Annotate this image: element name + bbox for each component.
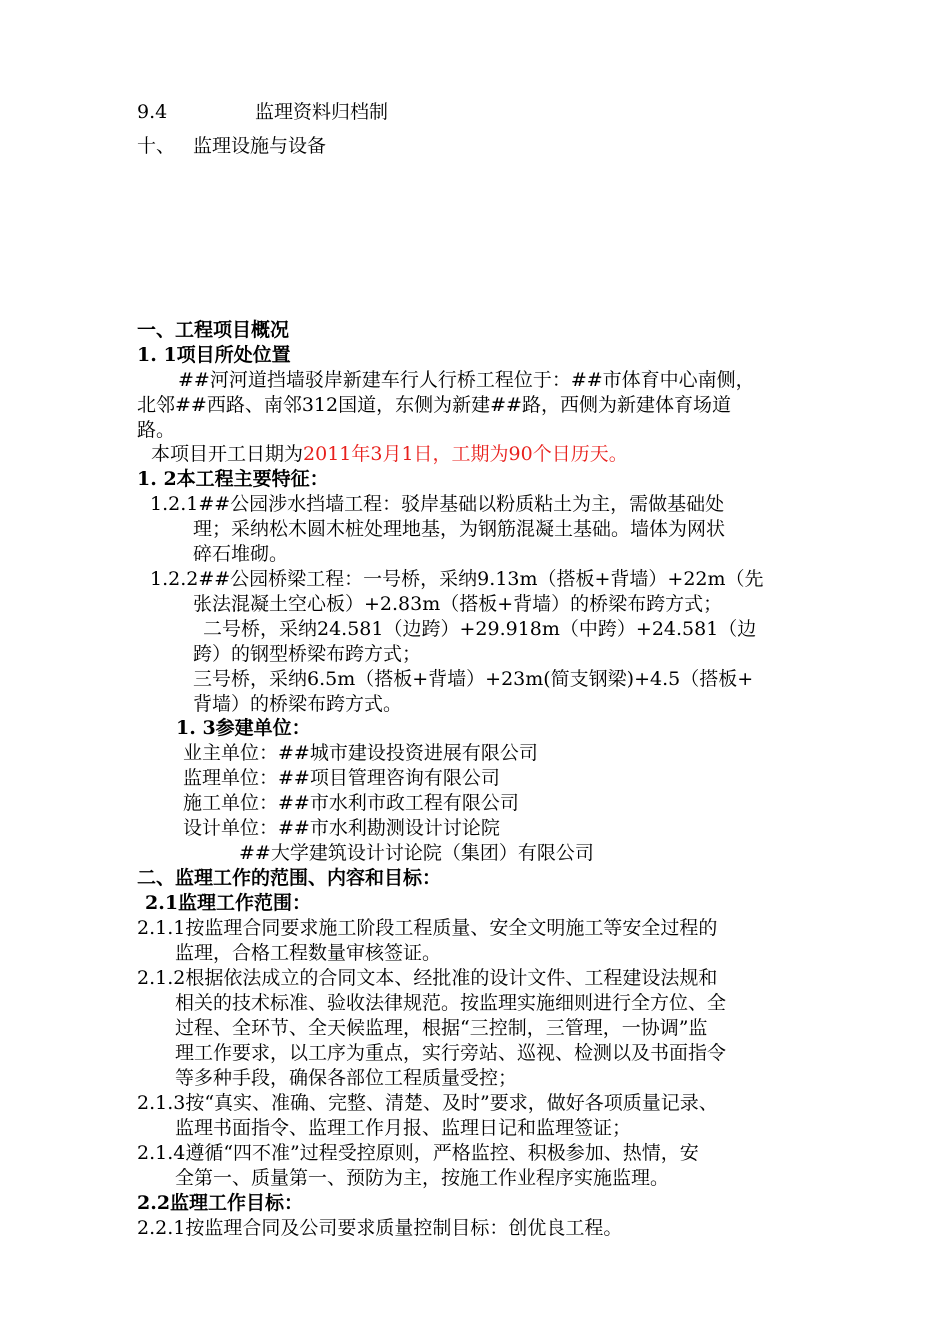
- list-item-line: 2.1.4遵循“四不准”过程受控原则，严格监控、积极参加、热情，安: [137, 1142, 699, 1164]
- list-item-line: 全第一、质量第一、预防为主，按施工作业程序实施监理。: [175, 1167, 670, 1189]
- list-item-line: 2.2.1按监理合同及公司要求质量控制目标：创优良工程。: [137, 1217, 623, 1239]
- paragraph-line: 北邻##西路、南邻312国道，东侧为新建##路，西侧为新建体育场道: [137, 394, 731, 416]
- section-2-heading: 二、监理工作的范围、内容和目标：: [137, 867, 442, 889]
- section-1-1-heading: 1. 1项目所处位置: [137, 344, 291, 366]
- list-item-line: 2.1.1按监理合同要求施工阶段工程质量、安全文明施工等安全过程的: [137, 917, 718, 939]
- unit-line: 监理单位：##项目管理咨询有限公司: [183, 767, 500, 789]
- list-item-line: 过程、全环节、全天候监理，根据“三控制，三管理，一协调”监: [175, 1017, 708, 1039]
- list-item-line: 监理书面指令、监理工作月报、监理日记和监理签证；: [175, 1117, 632, 1139]
- list-item-line: 2.1.2根据依法成立的合同文本、经批准的设计文件、工程建设法规和: [137, 967, 718, 989]
- list-item-line: 1.2.1##公园涉水挡墙工程：驳岸基础以粉质粘土为主，需做基础处: [150, 493, 725, 515]
- unit-line: 施工单位：##市水利市政工程有限公司: [183, 792, 519, 814]
- start-date-highlight: 2011年3月1日，工期为90个日历天。: [303, 443, 628, 465]
- toc-item-9-4: [137, 100, 388, 124]
- list-item-line: 背墙）的桥梁布跨方式。: [193, 693, 403, 715]
- list-item-line: 理；采纳松木圆木桩处理地基，为钢筋混凝土基础。墙体为网状: [193, 518, 726, 540]
- list-item-line: 张法混凝土空心板）+2.83m（搭板+背墙）的桥梁布跨方式；: [193, 593, 723, 615]
- start-date-prefix: 本项目开工日期为: [151, 443, 304, 465]
- section-1-3-heading: 1. 3参建单位：: [176, 717, 311, 739]
- unit-line: ##大学建筑设计讨论院（集团）有限公司: [239, 842, 594, 864]
- section-2-2-heading: 2.2监理工作目标：: [137, 1192, 304, 1214]
- list-item-line: 监理，合格工程数量审核签证。: [175, 942, 442, 964]
- list-item-line: 相关的技术标准、验收法律规范。按监理实施细则进行全方位、全: [175, 992, 727, 1014]
- section-1-heading: 一、工程项目概况: [137, 319, 290, 341]
- list-item-line: 等多种手段，确保各部位工程质量受控；: [175, 1067, 518, 1089]
- list-item-line: 理工作要求，以工序为重点，实行旁站、巡视、检测以及书面指令: [175, 1042, 727, 1064]
- toc-number: 9.4: [137, 101, 168, 123]
- start-date-line: [151, 442, 628, 466]
- section-2-1-heading: 2.1监理工作范围：: [145, 892, 312, 914]
- list-item-line: 碎石堆砌。: [193, 543, 289, 565]
- unit-line: 设计单位：##市水利勘测设计讨论院: [183, 817, 500, 839]
- toc-title: 监理资料归档制: [255, 101, 389, 123]
- list-item-line: 2.1.3按“真实、准确、完整、清楚、及时”要求，做好各项质量记录、: [137, 1092, 718, 1114]
- section-1-2-heading: 1. 2本工程主要特征：: [137, 468, 329, 490]
- list-item-line: 三号桥，采纳6.5m（搭板+背墙）+23m(简支钢梁)+4.5（搭板+: [193, 668, 754, 690]
- list-item-line: 二号桥，采纳24.581（边跨）+29.918m（中跨）+24.581（边: [203, 618, 757, 640]
- paragraph-line: ##河河道挡墙驳岸新建车行人行桥工程位于：##市体育中心南侧，: [178, 369, 755, 391]
- paragraph-line: 路。: [137, 419, 176, 441]
- unit-line: 业主单位：##城市建设投资进展有限公司: [183, 742, 538, 764]
- toc-title: 监理设施与设备: [193, 135, 327, 157]
- list-item-line: 跨）的钢型桥梁布跨方式；: [193, 643, 422, 665]
- toc-item-10: [137, 134, 326, 158]
- toc-number: 十、: [137, 135, 176, 157]
- list-item-line: 1.2.2##公园桥梁工程：一号桥，采纳9.13m（搭板+背墙）+22m（先: [150, 568, 764, 590]
